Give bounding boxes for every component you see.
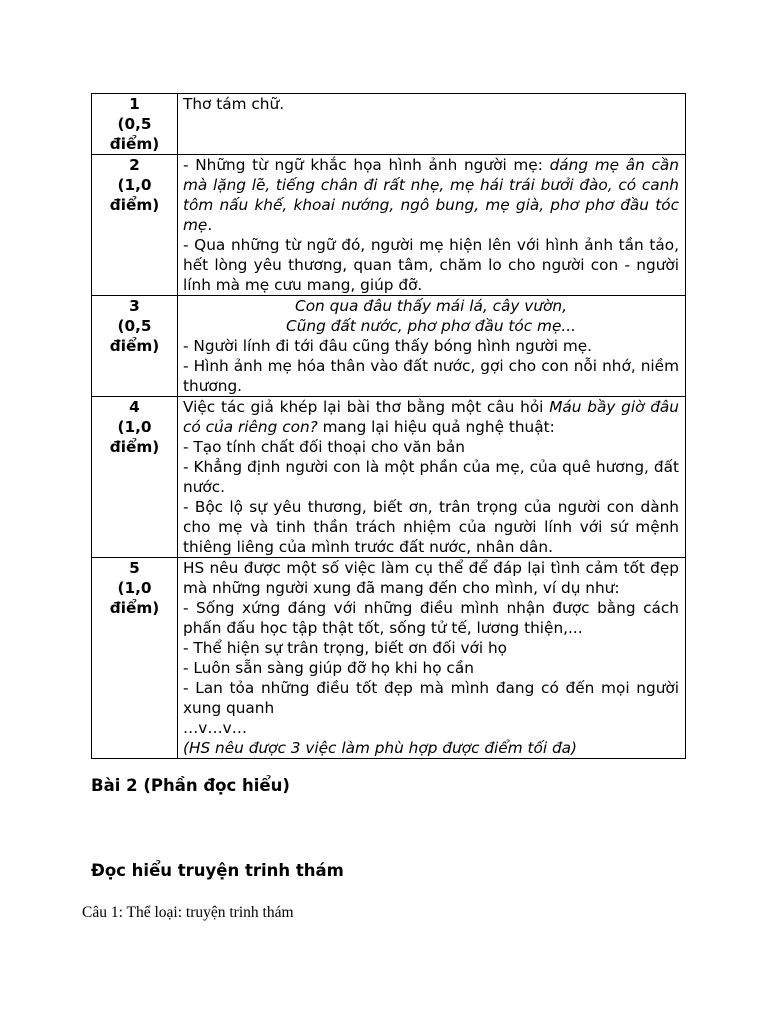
question-number-cell	[92, 397, 178, 558]
answer-line	[183, 658, 679, 678]
question-1: Câu 1: Thể loại: truyện trinh thám	[82, 904, 294, 921]
answer-line	[183, 457, 679, 497]
answer-text: - Thể hiện sự trân trọng, biết ơn đối với họ	[183, 639, 508, 657]
question-number: 5	[129, 559, 140, 577]
question-number-cell	[92, 155, 178, 296]
question-number-cell	[92, 94, 178, 155]
answer-table	[91, 93, 686, 759]
question-number-cell	[92, 296, 178, 397]
answer-line	[183, 638, 679, 658]
answer-text: - Lan tỏa những điều tốt đẹp mà mình đang có đến mọi người xung quanh	[183, 679, 679, 717]
answer-line	[183, 558, 679, 598]
question-points: điểm)	[109, 599, 160, 617]
answer-text: (HS nêu được 3 việc làm phù hợp được điểm tối đa)	[183, 739, 577, 757]
answer-text: - Sống xứng đáng với những điều mình nhận được bằng cách phấn đấu học tập thật tốt, sống tử tế, lương thiện,...	[183, 599, 679, 637]
table-row	[92, 155, 686, 296]
question-number-cell	[92, 558, 178, 759]
question-number: 3	[129, 297, 140, 315]
answer-line	[183, 397, 679, 437]
table-row	[92, 558, 686, 759]
question-points: (0,5	[117, 115, 152, 133]
answer-line	[183, 598, 679, 638]
answer-text: Con qua đâu thấy mái lá, cây vườn,	[295, 297, 567, 315]
answer-text: - Những từ ngữ khắc họa hình ảnh người mẹ:	[183, 156, 550, 174]
answer-cell	[178, 155, 686, 296]
question-points: (1,0	[117, 418, 152, 436]
question-points: điểm)	[109, 337, 160, 355]
answer-text: - Luôn sẵn sàng giúp đỡ họ khi họ cần	[183, 659, 474, 677]
answer-line	[183, 497, 679, 557]
answer-text: …v…v…	[183, 719, 247, 737]
question-points: điểm)	[109, 438, 160, 456]
answer-text: Cũng đất nước, phơ phơ đầu tóc mẹ...	[286, 317, 576, 335]
answer-line	[183, 678, 679, 718]
question-points: điểm)	[109, 135, 160, 153]
answer-line	[183, 356, 679, 396]
table-row	[92, 94, 686, 155]
answer-text: - Hình ảnh mẹ hóa thân vào đất nước, gợi cho con nỗi nhớ, niềm thương.	[183, 357, 679, 395]
answer-line	[183, 738, 679, 758]
answer-line	[183, 155, 679, 235]
answer-cell	[178, 296, 686, 397]
answer-text: - Người lính đi tới đâu cũng thấy bóng hình người mẹ.	[183, 337, 593, 355]
answer-text: - Tạo tính chất đối thoại cho văn bản	[183, 438, 465, 456]
question-points: (1,0	[117, 579, 152, 597]
answer-text: - Khẳng định người con là một phần của mẹ, của quê hương, đất nước.	[183, 458, 679, 496]
question-points: điểm)	[109, 196, 160, 214]
question-points: (0,5	[117, 317, 152, 335]
answer-line	[183, 718, 679, 738]
table-row	[92, 397, 686, 558]
question-number: 2	[129, 156, 140, 174]
answer-line	[183, 437, 679, 457]
answer-text: dáng mẹ ân cần mà lặng lẽ, tiếng chân đi rất nhẹ, mẹ hái trái bưởi đào, có canh tôm nấu khế, khoai nướng, ngô bung, mẹ già, phơ phơ đầu tóc mẹ	[183, 156, 680, 234]
answer-text: - Qua những từ ngữ đó, người mẹ hiện lên với hình ảnh tần tảo, hết lòng yêu thương, quan tâm, chăm lo cho người con - người lính mà mẹ cưu mang, giúp đỡ.	[183, 236, 679, 294]
answer-line	[183, 296, 679, 316]
answer-line	[183, 316, 679, 336]
answer-text: - Bộc lộ sự yêu thương, biết ơn, trân trọng của người con dành cho mẹ và tinh thần trách nhiệm của người lính với sứ mệnh thiêng liêng của mình trước đất nước, nhân dân.	[183, 498, 679, 556]
subsection-title: Đọc hiểu truyện trinh thám	[91, 861, 344, 880]
answer-text: Thơ tám chữ.	[183, 95, 285, 113]
answer-text: Việc tác giả khép lại bài thơ bằng một câu hỏi	[183, 398, 550, 416]
answer-text: mang lại hiệu quả nghệ thuật:	[317, 418, 555, 436]
answer-line	[183, 235, 679, 295]
question-points: (1,0	[117, 176, 152, 194]
answer-text: Máu bầy giờ đâu có của riêng con?	[183, 398, 680, 436]
answer-cell	[178, 558, 686, 759]
answer-cell	[178, 94, 686, 155]
answer-text: HS nêu được một số việc làm cụ thể để đáp lại tình cảm tốt đẹp mà những người xung đã mang đến cho mình, ví dụ như:	[183, 559, 679, 597]
answer-line	[183, 94, 679, 114]
answer-text: .	[207, 216, 213, 234]
answer-line	[183, 336, 679, 356]
answer-cell	[178, 397, 686, 558]
section-title: Bài 2 (Phần đọc hiểu)	[91, 776, 290, 795]
question-number: 4	[129, 398, 140, 416]
table-row	[92, 296, 686, 397]
question-number: 1	[129, 95, 140, 113]
